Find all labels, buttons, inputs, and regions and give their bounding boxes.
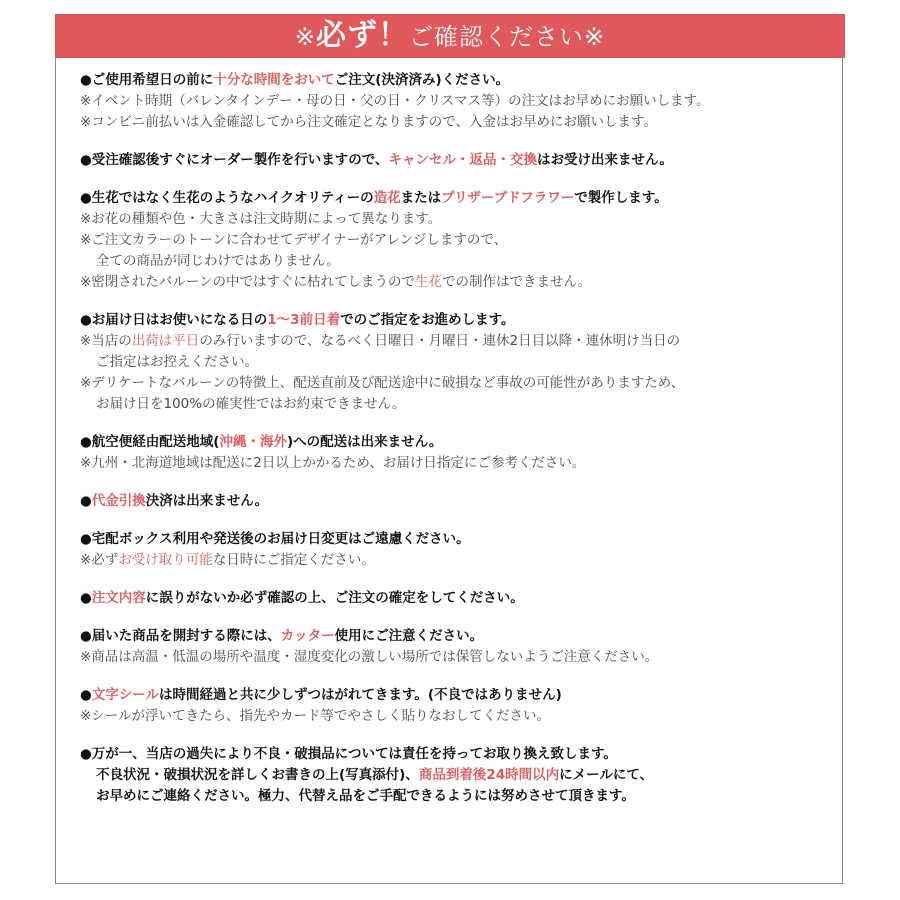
line-text: で製作します。 [574, 190, 668, 206]
notice-section [80, 744, 842, 807]
line-text: ●宅配ボックス利用や発送後のお届け日変更はご遠慮ください。 [80, 531, 470, 547]
line-text: ●生花ではなく生花のようなハイクオリティーの [80, 190, 374, 206]
notice-line [80, 432, 842, 453]
notice-section [80, 188, 842, 293]
line-text: お届け日を100%の確実性ではお約束できません。 [96, 396, 406, 412]
line-text: ●お届け日はお使いになる日の [80, 312, 268, 328]
line-text: に誤りがないか必ず確認の上、ご注文の確定をしてください。 [145, 590, 524, 606]
highlight-text: 文字シール [91, 687, 160, 703]
line-text: は時間経過と共に少しずつはがれてきます。(不良ではありません) [159, 687, 562, 703]
notice-section [80, 310, 842, 415]
line-text: ※お花の種類や色・大きさは注文時期によって異なります。 [80, 211, 442, 227]
highlight-text: プリザーブドフラワー [441, 190, 575, 206]
notice-line [80, 394, 842, 415]
notice-line [80, 373, 842, 394]
notice-line [80, 786, 842, 807]
notice-line [80, 310, 842, 331]
notice-section [80, 685, 842, 727]
highlight-text: 沖縄・海外 [219, 434, 287, 450]
line-text: 使用にご注意ください。 [334, 628, 484, 644]
line-text: ※商品は高温・低温の場所や温度・湿度変化の激しい場所では保管しないようご注意ください。 [80, 649, 659, 665]
line-text: 決済は出来ません。 [145, 493, 269, 509]
notice-line [80, 331, 842, 352]
line-text: での制作はできません。 [442, 274, 592, 290]
notice-section [80, 150, 842, 171]
notice-line [80, 529, 842, 550]
highlight-text: 生花 [415, 274, 443, 290]
line-text: 不良状況・破損状況を詳しくお書きの上(写真添付)、 [96, 767, 419, 783]
notice-line [80, 453, 842, 474]
notice-line [80, 230, 842, 251]
highlight-text: 商品到着後24時間以内 [418, 767, 560, 783]
line-text: な日時にご指定ください。 [212, 552, 375, 568]
notice-line [80, 706, 842, 727]
notice-line [80, 685, 842, 706]
notice-section [80, 626, 842, 668]
line-text: ※当店の [80, 333, 132, 349]
line-text: ※シールが浮いてきたら、指先やカード等でやさしく貼りなおしてください。 [80, 708, 551, 724]
notice-line [80, 70, 842, 91]
line-text: ●万が一、当店の過失により不良・破損品については責任を持ってお取り換え致します。 [80, 746, 617, 762]
notice-line [80, 272, 842, 293]
line-text: ※コンビニ前払いは入金確認してから注文確定となりますので、入金はお早めにお願いします。 [80, 114, 657, 130]
notice-line [80, 647, 842, 668]
notice-line [80, 765, 842, 786]
notice-section [80, 432, 842, 474]
notice-section [80, 588, 842, 609]
notice-line [80, 626, 842, 647]
highlight-text: 1～3前日着 [267, 312, 341, 328]
notice-line [80, 251, 842, 272]
line-text: ご指定はお控えください。 [96, 354, 258, 370]
line-text: ● [80, 687, 92, 703]
notice-line [80, 91, 842, 112]
notice-banner [55, 14, 845, 58]
line-text: でのご指定をお進めします。 [340, 312, 515, 328]
line-text: にメールにて、 [559, 767, 654, 783]
line-text: ※密閉されたバルーンの中ではすぐに枯れてしまうので [80, 274, 416, 290]
line-text: ●受注確認後すぐにオーダー製作を行いますので、 [80, 152, 389, 168]
highlight-text: キャンセル・返品・交換 [388, 152, 538, 168]
line-text: 全ての商品が同じわけではありません。 [96, 253, 340, 269]
notice-line [80, 744, 842, 765]
notice-section [80, 529, 842, 571]
highlight-text: 注文内容 [91, 590, 146, 606]
line-text: ※ご注文カラーのトーンに合わせてデザイナーがアレンジしますので、 [80, 232, 508, 248]
line-text: ● [80, 590, 92, 606]
notice-section [80, 70, 842, 133]
notice-line [80, 588, 842, 609]
line-text: ●ご使用希望日の前に [80, 72, 214, 88]
line-text: のみ行いますので、なるべく日曜日・月曜日・連休2日目以降・連休明け当日の [199, 333, 681, 349]
line-text: ● [80, 493, 92, 509]
highlight-text: カッター [280, 628, 335, 644]
notice-line [80, 491, 842, 512]
notice-line [80, 209, 842, 230]
line-text: はお受け出来ません。 [537, 152, 673, 168]
line-text: ご注文(決済済み)ください。 [334, 72, 510, 88]
highlight-text: 十分な時間をおいて [213, 72, 335, 88]
highlight-text: お受け取り可能 [118, 552, 213, 568]
line-text: ※イベント時期（バレンタインデー・母の日・父の日・クリスマス等）の注文はお早めにお願いします。 [80, 93, 710, 109]
highlight-text: 造花 [373, 190, 401, 206]
line-text: ※九州・北海道地域は配送に2日以上かかるため、お届け日指定にご参考ください。 [80, 455, 586, 471]
notice-line [80, 550, 842, 571]
highlight-text: 代金引換 [91, 493, 146, 509]
line-text: ※必ず [80, 552, 119, 568]
line-text: ※デリケートなバルーンの特徴上、配送直前及び配送途中に破損など事故の可能性がありますため、 [80, 375, 685, 391]
line-text: ●届いた商品を開封する際には、 [80, 628, 281, 644]
line-text: )への配送は出来ません。 [286, 434, 443, 450]
line-text: または [400, 190, 442, 206]
notice-line [80, 188, 842, 209]
banner-text: ご確認ください※ [409, 23, 606, 51]
notice-section [80, 491, 842, 512]
highlight-text: 出荷は平日 [131, 333, 200, 349]
notice-line [80, 150, 842, 171]
notice-line [80, 112, 842, 133]
banner-emphasis: 必ず！ [316, 18, 409, 53]
banner-prefix: ※ [294, 23, 316, 51]
notice-line [80, 352, 842, 373]
line-text: お早めにご連絡ください。極力、代替え品をご手配できるようには努めさせて頂きます。 [96, 788, 635, 804]
notice-box [55, 58, 843, 884]
line-text: ●航空便経由配送地域( [80, 434, 220, 450]
